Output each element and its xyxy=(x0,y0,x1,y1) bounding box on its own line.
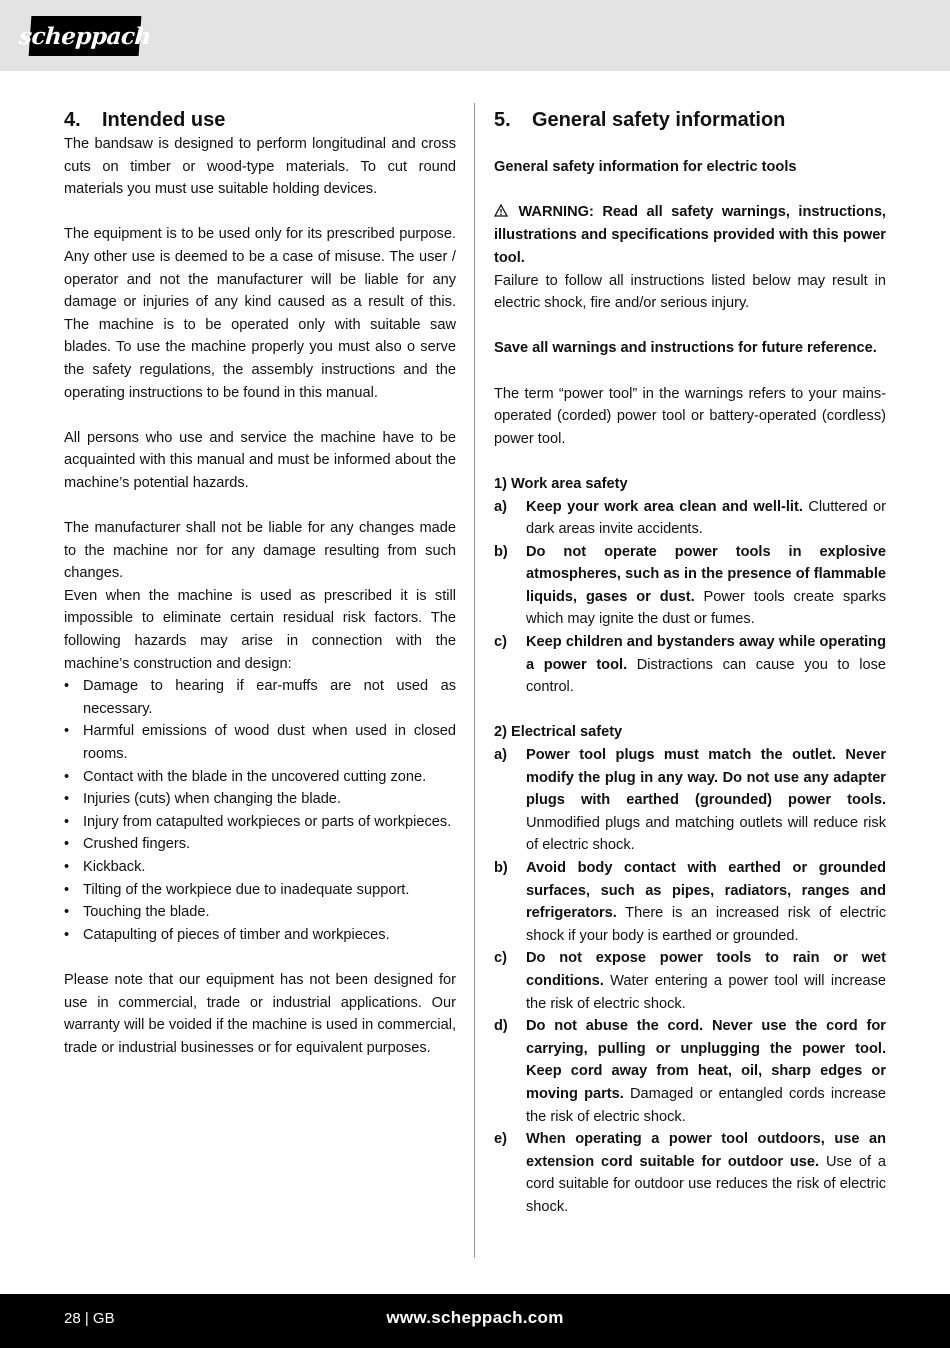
list-item xyxy=(494,1015,886,1128)
subsection-heading-work-area: 1) Work area safety xyxy=(494,475,628,492)
electrical-list xyxy=(494,744,886,1218)
list-item xyxy=(494,496,886,541)
section-heading-safety xyxy=(494,107,886,133)
item-lead: Do not operate power tools in explosive atmospheres, such as in the presence of flammable liquids, gases or dust. xyxy=(526,543,886,605)
item-lead: Keep children and bystanders away while operating a power tool. xyxy=(526,634,886,673)
paragraph: The manufacturer shall not be liable for any changes made to the machine nor for any damage resulting from such changes. xyxy=(64,520,456,582)
item-text: Cluttered or dark areas invite accidents. xyxy=(526,498,887,538)
list-item xyxy=(494,541,886,631)
list-item: • Contact with the blade in the uncovered cutting zone. xyxy=(64,766,456,789)
list-item: • Tilting of the workpiece due to inadequate support. xyxy=(64,879,456,902)
section-number: 5. xyxy=(494,109,511,131)
item-text: Distractions can cause you to lose control. xyxy=(526,656,886,696)
list-item: • Kickback. xyxy=(64,856,456,879)
paragraph: Even when the machine is used as prescribed it is still impossible to eliminate certain residual risk factors. The following hazards may arise in connection with the machine’s construction and design: xyxy=(64,587,456,672)
warning-text-bold: WARNING: Read all safety warnings, instructions, illustrations and specifications provided with this power tool. xyxy=(494,203,886,266)
paragraph: The bandsaw is designed to perform longitudinal and cross cuts on timber or wood-type materials. To cut round materials you must use suitable holding devices. xyxy=(64,136,456,198)
item-marker: b) xyxy=(494,543,508,560)
warning-triangle-icon xyxy=(494,202,510,225)
list-item xyxy=(494,631,886,699)
list-item xyxy=(494,1128,886,1218)
item-lead: Avoid body contact with earthed or grounded surfaces, such as pipes, radiators, ranges and refrigerators. xyxy=(526,860,886,922)
item-lead: Keep your work area clean and well-lit. xyxy=(526,498,803,515)
save-instructions: Save all warnings and instructions for future reference. xyxy=(494,340,877,357)
subsection-heading-electrical: 2) Electrical safety xyxy=(494,724,623,741)
section-heading-intended-use xyxy=(64,107,456,133)
paragraph: All persons who use and service the machine have to be acquainted with this manual and must be informed about the machine’s potential hazards. xyxy=(64,429,456,491)
list-item xyxy=(494,947,886,1015)
list-item xyxy=(494,857,886,947)
list-item: • Catapulting of pieces of timber and workpieces. xyxy=(64,924,456,947)
item-lead: Do not abuse the cord. Never use the cord for carrying, pulling or unplugging the power tool. Keep cord away from heat, oil, sharp edges or moving parts. xyxy=(526,1018,886,1102)
hazard-list xyxy=(64,675,456,946)
left-column xyxy=(64,107,456,1059)
list-item: • Damage to hearing if ear-muffs are not used as necessary. xyxy=(64,675,456,720)
header-band xyxy=(0,0,950,71)
item-marker: d) xyxy=(494,1018,508,1035)
item-lead: Do not expose power tools to rain or wet conditions. xyxy=(526,950,886,989)
paragraph: The term “power tool” in the warnings refers to your mains-operated (corded) power tool or battery-operated (cordless) power tool. xyxy=(494,385,886,447)
item-marker: a) xyxy=(494,498,507,515)
item-text: Use of a cord suitable for outdoor use reduces the risk of electric shock. xyxy=(526,1153,887,1215)
item-text: There is an increased risk of electric shock if your body is earthed or grounded. xyxy=(526,905,886,944)
list-item: • Crushed fingers. xyxy=(64,833,456,856)
section-number: 4. xyxy=(64,109,81,131)
section-title: Intended use xyxy=(102,109,226,131)
page-number: 28 | GB xyxy=(64,1310,115,1327)
list-item xyxy=(494,744,886,857)
item-marker: c) xyxy=(494,950,507,967)
warning-paragraph xyxy=(494,201,886,270)
item-lead: Power tool plugs must match the outlet. Never modify the plug in any way. Do not use any adapter plugs with earthed (grounded) power tools. xyxy=(526,747,886,809)
item-text: Unmodified plugs and matching outlets will reduce risk of electric shock. xyxy=(526,814,886,854)
right-column xyxy=(494,107,886,1219)
item-marker: c) xyxy=(494,634,507,651)
paragraph: Failure to follow all instructions listed below may result in electric shock, fire and/or serious injury. xyxy=(494,272,886,312)
item-text: Water entering a power tool will increase the risk of electric shock. xyxy=(526,972,886,1012)
section-title: General safety information xyxy=(532,109,786,131)
list-item: • Injury from catapulted workpieces or parts of workpieces. xyxy=(64,811,456,834)
footer-bar xyxy=(0,1294,950,1348)
list-item: • Touching the blade. xyxy=(64,901,456,924)
column-divider xyxy=(474,103,475,1258)
item-text: Damaged or entangled cords increase the risk of electric shock. xyxy=(526,1085,886,1125)
paragraph: Please note that our equipment has not been designed for use in commercial, trade or industrial applications. Our warranty will be voided if the machine is used in commercial, trade or industrial businesses or for equivalent purposes. xyxy=(64,971,456,1056)
item-marker: a) xyxy=(494,747,507,764)
website-link[interactable]: www.scheppach.com xyxy=(386,1308,564,1327)
item-text: Power tools create sparks which may ignite the dust or fumes. xyxy=(526,588,886,628)
item-lead: When operating a power tool outdoors, use an extension cord suitable for outdoor use. xyxy=(526,1131,886,1170)
list-item: • Harmful emissions of wood dust when used in closed rooms. xyxy=(64,720,456,765)
item-marker: e) xyxy=(494,1131,507,1148)
brand-logo: scheppach xyxy=(29,16,142,56)
list-item: • Injuries (cuts) when changing the blade. xyxy=(64,788,456,811)
subtitle: General safety information for electric tools xyxy=(494,158,797,175)
paragraph: The equipment is to be used only for its prescribed purpose. Any other use is deemed to be a case of misuse. The user / operator and not the manufacturer will be liable for any damage or injuries of any kind caused as a result of this. The machine is to be operated only with suitable saw blades. To use the machine properly you must also o serve the safety regulations, the assembly instructions and the operating instructions to be found in this manual. xyxy=(64,226,456,401)
item-marker: b) xyxy=(494,860,508,876)
work-area-list xyxy=(494,496,886,699)
